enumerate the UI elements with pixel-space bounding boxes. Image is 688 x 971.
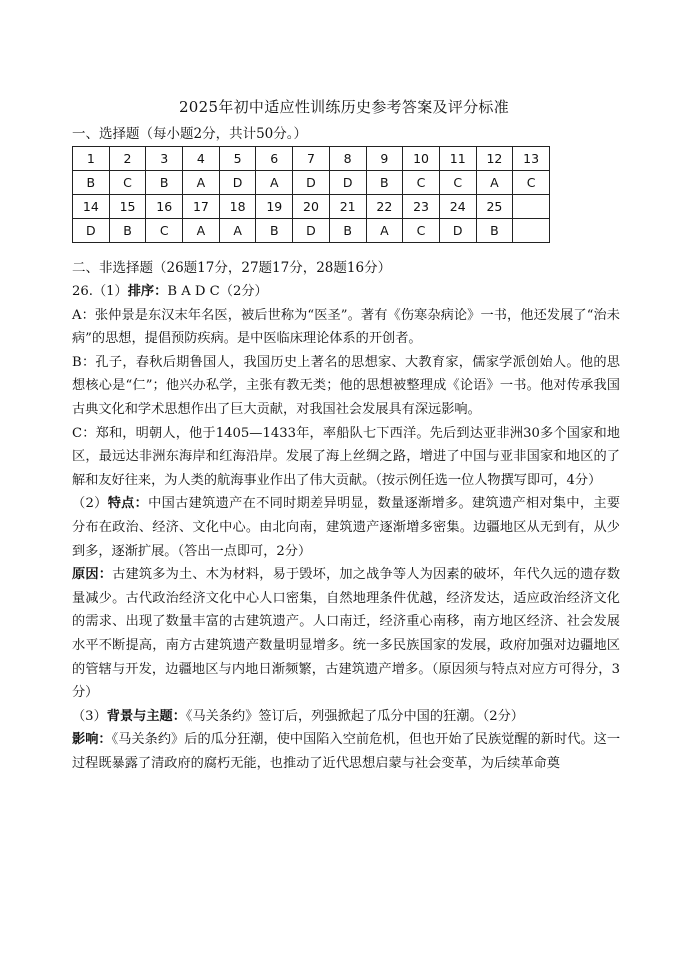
answer-table-cell: 8 [329,147,366,171]
answer-table-cell: A [219,219,256,243]
answer-table-cell [513,219,550,243]
answer-table-cell: 10 [403,147,440,171]
q26-option-a: A：张仲景是东汉末年名医，被后世称为“医圣”。著有《伤寒杂病论》一书，他还发展了“治未病”的思想，提倡预防疾病。是中医临床理论体系的开创者。 [72,307,620,347]
answer-table-cell: 7 [293,147,330,171]
answer-table-cell: 15 [109,195,146,219]
q26-part3-label: 背景与主题： [106,708,186,724]
answer-table-cell: 1 [73,147,110,171]
q26-reason [72,563,620,705]
answer-table-cell: A [476,171,513,195]
q26-part1 [72,280,620,304]
answer-table-answer-row [73,171,550,195]
answer-table-cell: B [366,171,403,195]
q26-part2-label: 特点： [107,496,149,512]
answer-table-cell: D [73,219,110,243]
answer-table-cell: 19 [256,195,293,219]
answer-table-cell: 14 [73,195,110,219]
q26-option-b: B：孔子，春秋后期鲁国人，我国历史上著名的思想家、大教育家，儒家学派创始人。他的思想核心是“仁”；他兴办私学，主张有教无类；他的思想被整理成《论语》一书。他对传承我国古典文化和学术思想作出了巨大贡献，对我国社会发展具有深远影响。 [72,354,620,417]
answer-table-cell: 13 [513,147,550,171]
answer-table-cell: D [293,171,330,195]
answer-table-cell: 5 [219,147,256,171]
answer-table-cell: 6 [256,147,293,171]
answer-table-cell: B [73,171,110,195]
q26-impact-label: 影响： [72,732,112,748]
section1-heading: 一、选择题（每小题2分，共计50分。） [72,126,308,142]
answer-table [72,146,550,243]
q26-answer-body [72,280,620,775]
answer-table-cell: 11 [439,147,476,171]
answer-table-cell: B [256,219,293,243]
answer-table-cell: C [403,171,440,195]
answer-table-cell: 2 [109,147,146,171]
q26-part3 [72,705,620,729]
q26-number: 26.（1） [72,284,128,299]
q26-part2 [72,492,620,563]
answer-table-cell [513,195,550,219]
q26-impact-answer: 《马关条约》后的瓜分狂潮，使中国陷入空前危机，但也开始了民族觉醒的新时代。这一过程既暴露了清政府的腐朽无能，也推动了近代思想启蒙与社会变革，为后续革命奠 [72,732,621,771]
answer-table-cell: 21 [329,195,366,219]
answer-table-cell: C [439,171,476,195]
q26-reason-label: 原因： [72,567,113,583]
answer-table-cell: 16 [146,195,183,219]
answer-table-answer-row [73,219,550,243]
answer-table-cell: C [146,219,183,243]
answer-table-cell: 25 [476,195,513,219]
answer-table-cell: 3 [146,147,183,171]
answer-table-cell: B [329,219,366,243]
q26-part3-answer: 《马关条约》签订后，列强掀起了瓜分中国的狂潮。（2分） [185,708,524,724]
answer-table-cell: A [366,219,403,243]
answer-table-cell: 20 [293,195,330,219]
q26-option-c: C：郑和，明朝人，他于1405—1433年，率船队七下西洋。先后到达亚非洲30多个国家和地区，最远达非洲东海岸和红海沿岸。发展了海上丝绸之路，增进了中国与亚非国家和地区的了解和友好往来，为人类的航海事业作出了伟大贡献。（按示例任选一位人物撰写即可，4分） [72,425,620,488]
q26-reason-answer: 古建筑多为土、木为材料，易于毁坏，加之战争等人为因素的破坏，年代久远的遗存数量减少。古代政治经济文化中心人口密集，自然地理条件优越，经济发达，适应政治经济文化的需求、出现了数量丰富的古建筑遗产。人口南迁，经济重心南移，南方地区经济、社会发展水平不断提高，南方古建筑遗产数量明显增多。统一多民族国家的发展，政府加强对边疆地区的管辖与开发，边疆地区与内地日渐频繁，古建筑遗产增多。（原因须与特点对应方可得分，3分） [72,567,621,701]
answer-table-cell: B [476,219,513,243]
answer-table-cell: 17 [183,195,220,219]
section2-heading: 二、非选择题（26题17分，27题17分，28题16分） [72,260,392,276]
answer-table-cell: D [219,171,256,195]
answer-table-number-row [73,147,550,171]
q26-part2-number: （2） [72,496,108,512]
answer-table-cell: 23 [403,195,440,219]
answer-table-cell: C [109,171,146,195]
answer-table-number-row [73,195,550,219]
answer-table-cell: 12 [476,147,513,171]
q26-part1-answer: B A D C（2分） [167,284,268,299]
answer-table-cell: 18 [219,195,256,219]
answer-table-cell: D [293,219,330,243]
answer-table-cell: A [183,219,220,243]
answer-table-cell: 24 [439,195,476,219]
answer-table-cell: B [146,171,183,195]
answer-table-cell: C [403,219,440,243]
q26-part3-number: （3） [72,708,107,724]
answer-table-cell: D [439,219,476,243]
answer-table-cell: A [183,171,220,195]
answer-table-cell: 4 [183,147,220,171]
answer-table-cell: A [256,171,293,195]
answer-table-cell: D [329,171,366,195]
answer-table-cell: 22 [366,195,403,219]
answer-table-cell: B [109,219,146,243]
page-title: 2025年初中适应性训练历史参考答案及评分标准 [178,98,510,116]
answer-table-cell: C [513,171,550,195]
q26-impact [72,728,620,775]
answer-table-cell: 9 [366,147,403,171]
q26-part2-answer: 中国古建筑遗产在不同时期差异明显，数量逐渐增多。建筑遗产相对集中，主要分布在政治、经济、文化中心。由北向南，建筑遗产逐渐增多密集。边疆地区从无到有，从少到多，逐渐扩展。（答出一点即可，2分） [72,496,621,559]
q26-part1-label: 排序： [127,284,168,299]
